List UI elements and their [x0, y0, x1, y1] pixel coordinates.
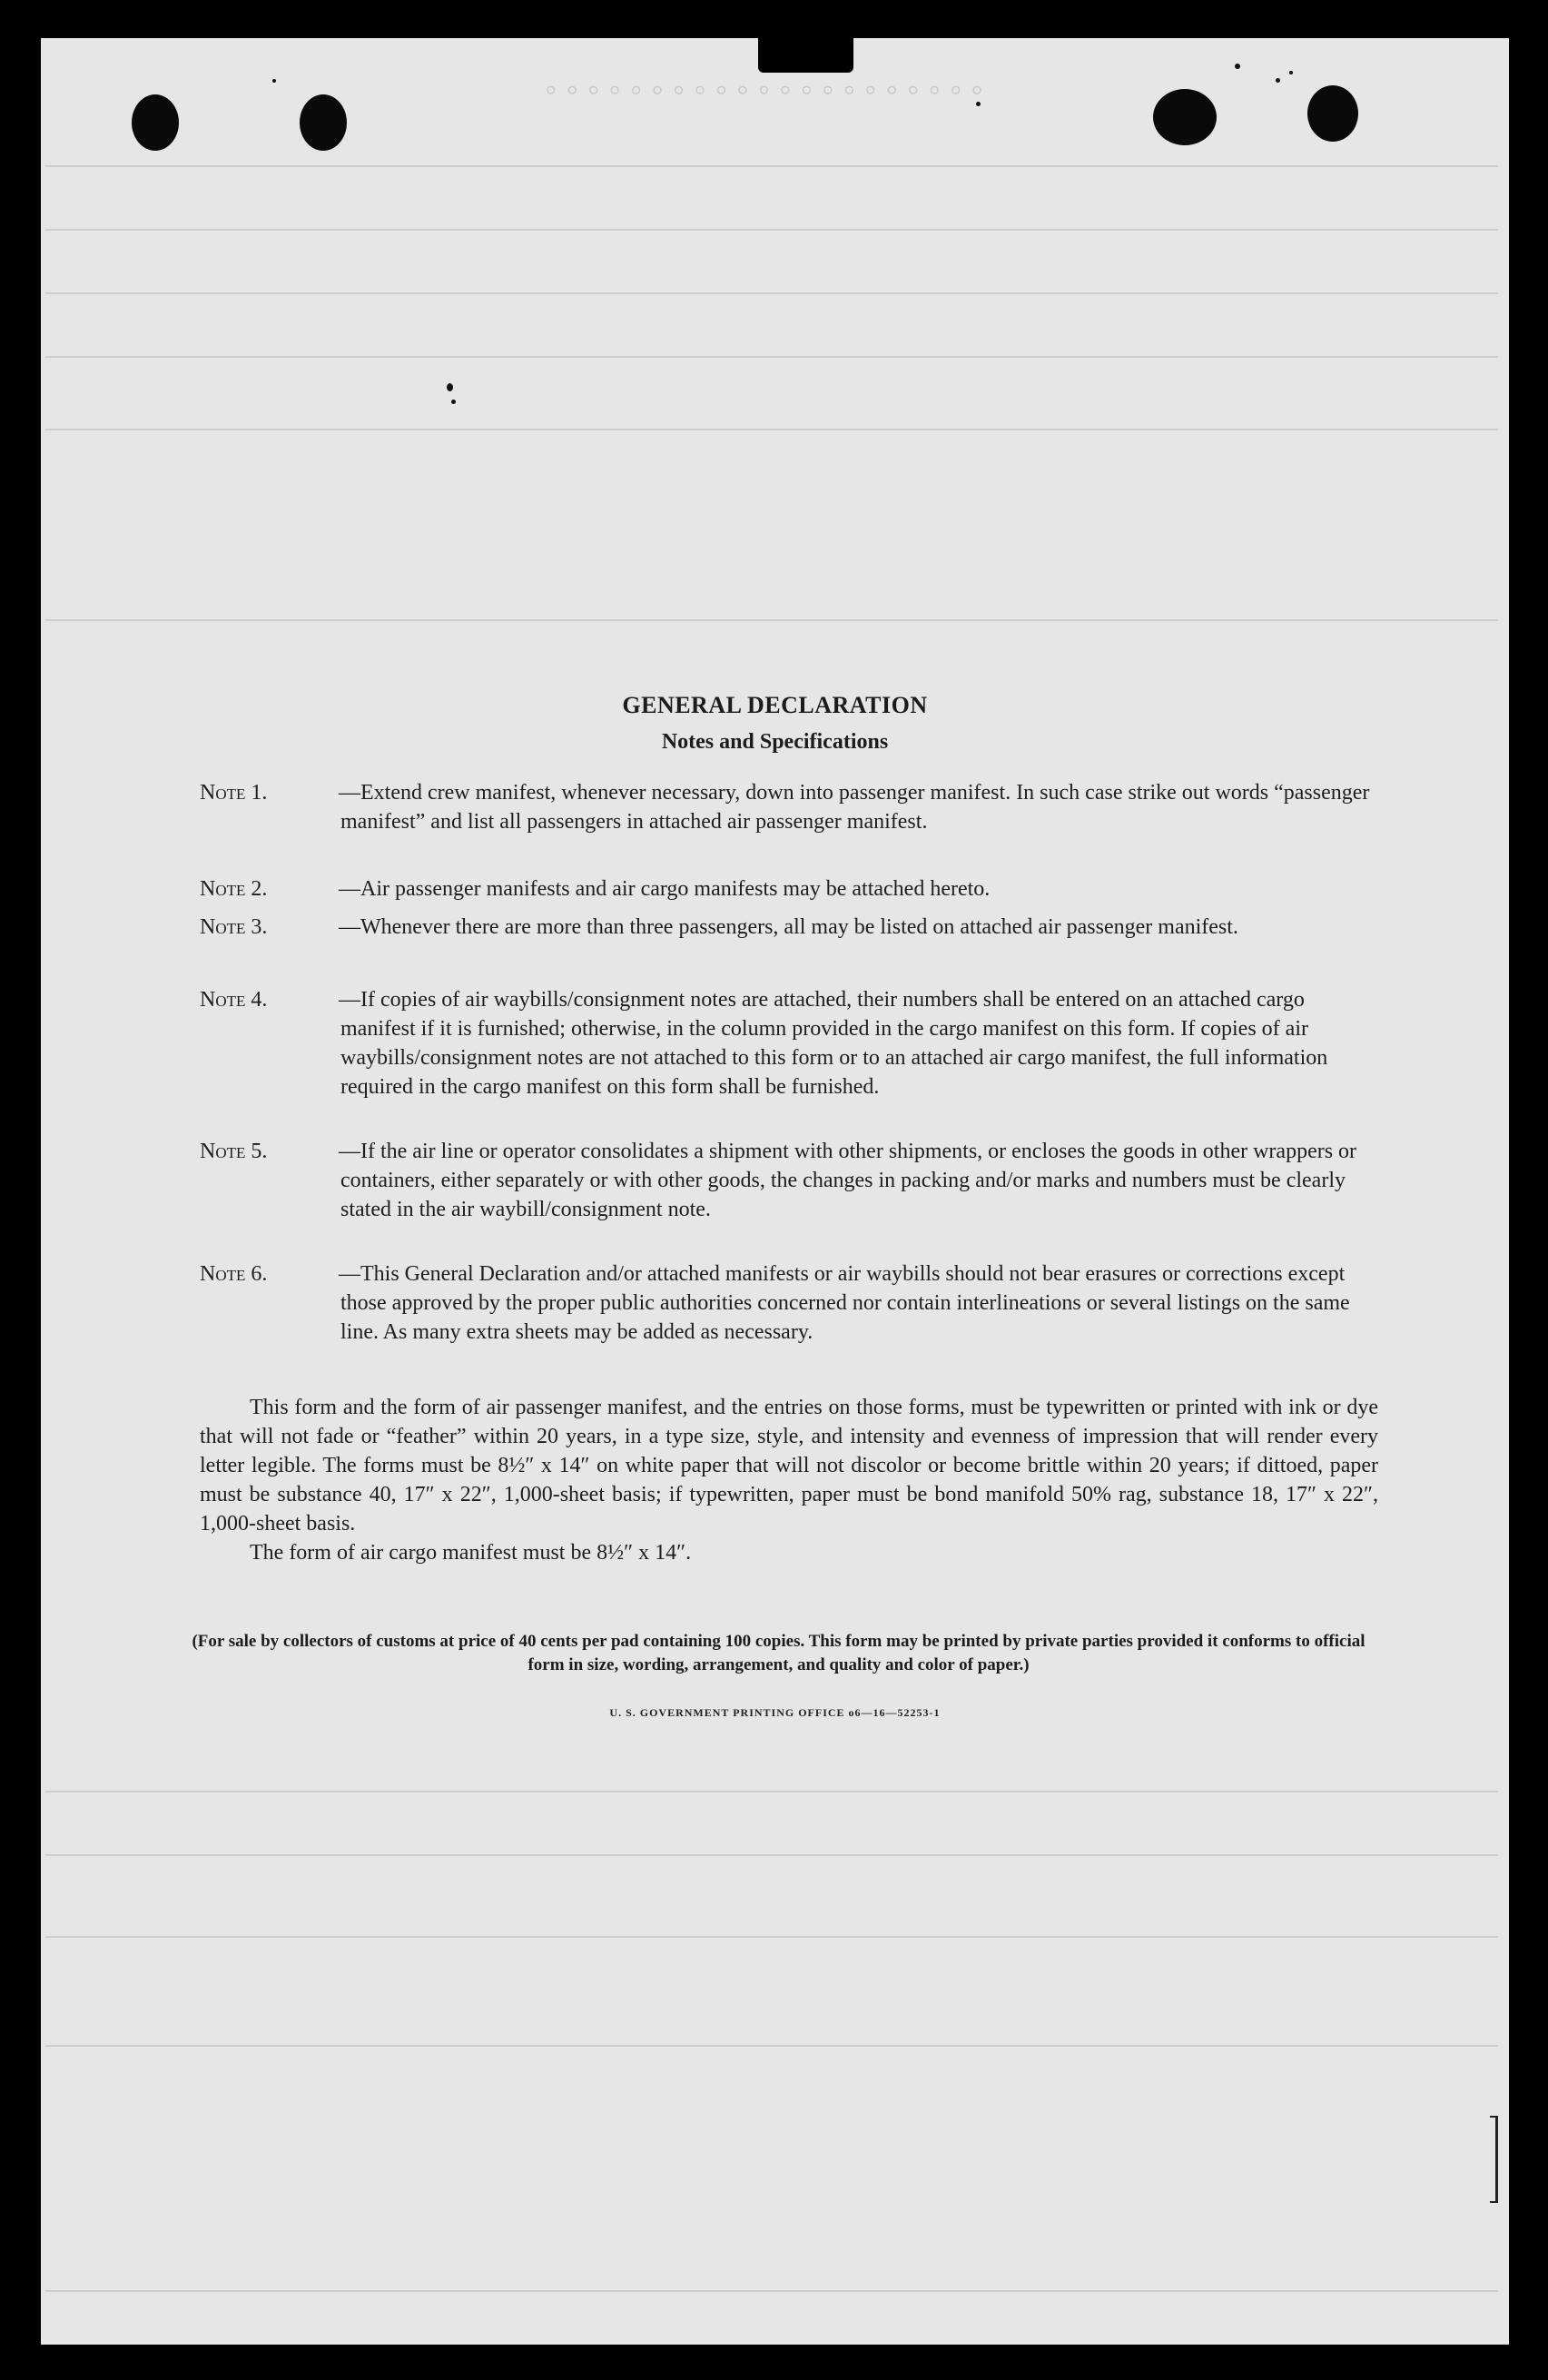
bleed-through-rule [45, 2045, 1498, 2047]
note-label: Note 4. [200, 988, 268, 1012]
note-label: Note 1. [200, 781, 268, 805]
binder-tab [758, 38, 853, 73]
note-label: Note 6. [200, 1262, 268, 1286]
cargo-manifest-paragraph: The form of air cargo manifest must be 8½″ x 14″. [250, 1541, 692, 1565]
bleed-through-rule [45, 429, 1498, 430]
bleed-through-rule [45, 292, 1498, 294]
punch-hole-center-left [300, 94, 347, 151]
speck [1276, 78, 1280, 83]
margin-bracket [1490, 2116, 1498, 2203]
form-paragraph: This form and the form of air passenger manifest, and the entries on those forms, must be typewritten or printed with ink or dye that will not fade or “feather” within 20 years, in a type size, style, and intensity and evenness of impression that will render every letter legible. The forms must be 8½″ x 14″ on white paper that will not discolor or become brittle within 20 years; if dittoed, paper must be substance 40, 17″ x 22″, 1,000-sheet basis; if typewritten, paper must be bond manifold 50% rag, substance 18, 17″ x 22″, 1,000-sheet basis. [200, 1396, 1378, 1536]
bleed-through-rule [45, 165, 1498, 167]
punch-hole-right-a [1153, 89, 1217, 145]
document-subtitle: Notes and Specifications [661, 730, 889, 754]
document-title: GENERAL DECLARATION [622, 692, 928, 718]
note-2 [200, 874, 1380, 904]
note-text: —Air passenger manifests and air cargo manifests may be attached hereto. [339, 877, 991, 901]
note-text: —Whenever there are more than three passengers, all may be listed on attached air passenger manifest. [339, 915, 1238, 939]
printer-imprint: U. S. GOVERNMENT PRINTING OFFICE o6—16—52253-1 [609, 1706, 941, 1719]
form-specifications [200, 1393, 1378, 1567]
note-6 [200, 1259, 1380, 1347]
speck [1235, 64, 1240, 69]
bleed-through-rule [45, 229, 1498, 231]
note-text: —Extend crew manifest, whenever necessary, down into passenger manifest. In such case strike out words “passenger manifest” and list all passengers in attached air passenger manifest. [339, 781, 1370, 834]
speck [1289, 71, 1293, 74]
note-label: Note 3. [200, 915, 268, 939]
bleed-through-rule [45, 2290, 1498, 2292]
bleed-through-rule [45, 356, 1498, 358]
speck [447, 383, 453, 391]
sale-notice: (For sale by collectors of customs at price of 40 cents per pad containing 100 copies. This form may be printed by private parties provided it conforms to official form in size, wording, arrangement, and quality and color of paper.) [192, 1632, 1366, 1674]
note-3 [200, 913, 1380, 942]
note-5 [200, 1137, 1380, 1224]
speck [272, 79, 276, 83]
note-1 [200, 778, 1380, 836]
note-text: —If the air line or operator consolidates a shipment with other shipments, or encloses the goods in other wrappers or containers, either separately or with other goods, the changes in packing and/or marks and numbers must be clearly stated in the air waybill/consignment note. [339, 1140, 1357, 1221]
speck [451, 400, 456, 404]
note-text: —This General Declaration and/or attached manifests or air waybills should not bear erasures or corrections except those approved by the proper public authorities concerned nor contain interlineations or several listings on the same line. As many extra sheets may be added as necessary. [339, 1262, 1350, 1344]
note-label: Note 5. [200, 1140, 268, 1163]
bleed-through-text: ◦◦◦◦◦◦◦◦◦◦◦◦◦◦◦◦◦◦◦◦◦ [545, 71, 992, 109]
punch-hole-left [132, 94, 179, 151]
bleed-through-rule [45, 1854, 1498, 1856]
bleed-through-rule [45, 619, 1498, 621]
punch-hole-right-b [1307, 85, 1358, 142]
document-page [41, 38, 1509, 2345]
bleed-through-rule [45, 1791, 1498, 1792]
note-text: —If copies of air waybills/consignment notes are attached, their numbers shall be entered on an attached cargo manifest if it is furnished; otherwise, in the column provided in the cargo manifest on this form. If copies of air waybills/consignment notes are not attached to this form or to an attached air cargo manifest, the full information required in the cargo manifest on this form shall be furnished. [339, 988, 1328, 1099]
note-label: Note 2. [200, 877, 268, 901]
note-4 [200, 985, 1380, 1101]
bleed-through-rule [45, 1936, 1498, 1938]
